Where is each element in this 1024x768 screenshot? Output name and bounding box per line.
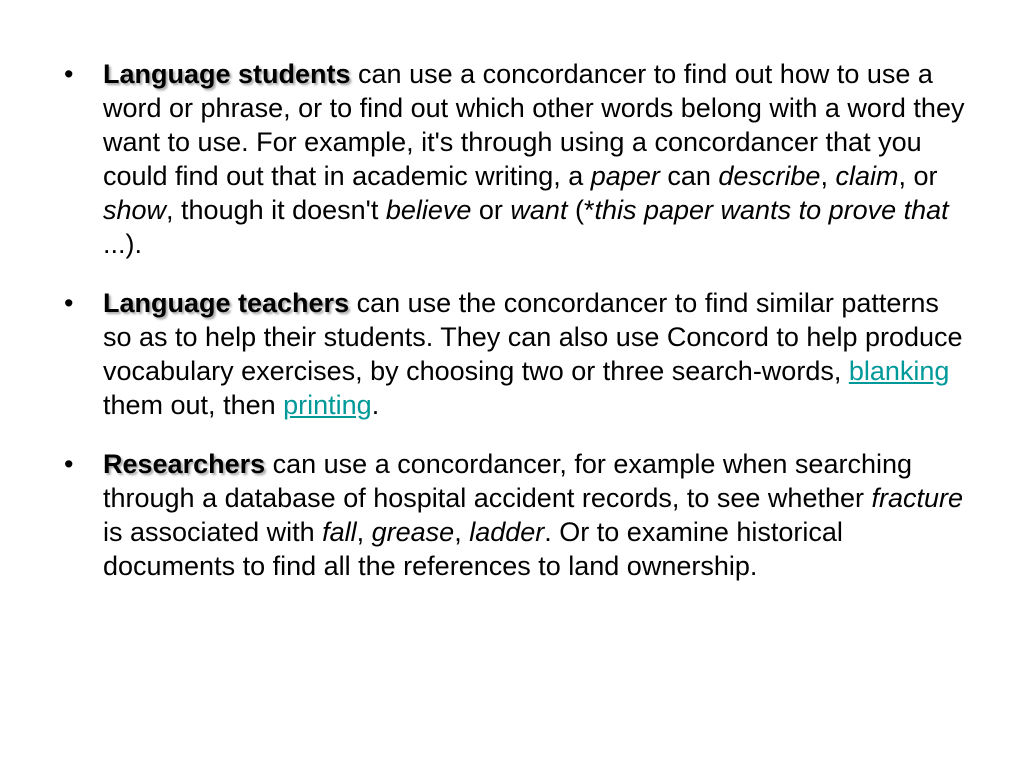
bullet-emphasis: paper (590, 161, 660, 191)
bullet-item-language-students (64, 57, 968, 261)
bullet-item-language-teachers (64, 286, 968, 422)
bullet-emphasis: show (103, 195, 167, 225)
bullet-icon: • (64, 59, 74, 89)
bullet-text: , or (898, 161, 938, 191)
bullet-icon: • (64, 449, 74, 479)
bullet-emphasis: fracture (871, 483, 964, 513)
bullet-text: them out, then (103, 390, 284, 420)
bullet-list (64, 57, 968, 583)
bullet-text: can use a concordancer, for example when searching through a database of hospital accident records, to see whether (103, 449, 913, 513)
bullet-lead: Language students (103, 59, 351, 89)
bullet-text: , though it doesn't (166, 195, 386, 225)
bullet-emphasis: this paper wants to prove that (594, 195, 949, 225)
bullet-emphasis: believe (385, 195, 472, 225)
bullet-emphasis: grease (371, 517, 455, 547)
bullet-emphasis: describe (718, 161, 821, 191)
bullet-item-researchers (64, 447, 968, 583)
bullet-text: can (659, 161, 719, 191)
bullet-text: can use a concordancer to find out how to use a word or phrase, or to find out which other words belong with a word they want to use. For example, it's through using a concordancer that you could find out that in academic writing, a (103, 59, 965, 191)
bullet-lead: Researchers (103, 449, 266, 479)
bullet-text: . (371, 390, 380, 420)
bullet-emphasis: claim (835, 161, 899, 191)
bullet-text: , (454, 517, 470, 547)
bullet-text: or (471, 195, 511, 225)
bullet-emphasis: fall (322, 517, 357, 547)
bullet-text: (* (567, 195, 595, 225)
bullet-text: ...). (103, 229, 142, 259)
bullet-text: , (820, 161, 836, 191)
bullet-icon: • (64, 288, 74, 318)
bullet-emphasis: want (510, 195, 568, 225)
bullet-emphasis: ladder (469, 517, 545, 547)
bullet-text: is associated with (103, 517, 323, 547)
blanking-link[interactable]: blanking (848, 356, 950, 386)
bullet-lead: Language teachers (103, 288, 350, 318)
printing-link[interactable]: printing (283, 390, 372, 420)
bullet-text: can use the concordancer to find similar patterns so as to help their students. They can also use Concord to help produce vocabulary exercises, by choosing two or three search-words, (103, 288, 963, 386)
bullet-text: , (356, 517, 372, 547)
bullet-text: . Or to examine historical documents to find all the references to land ownership. (103, 517, 843, 581)
